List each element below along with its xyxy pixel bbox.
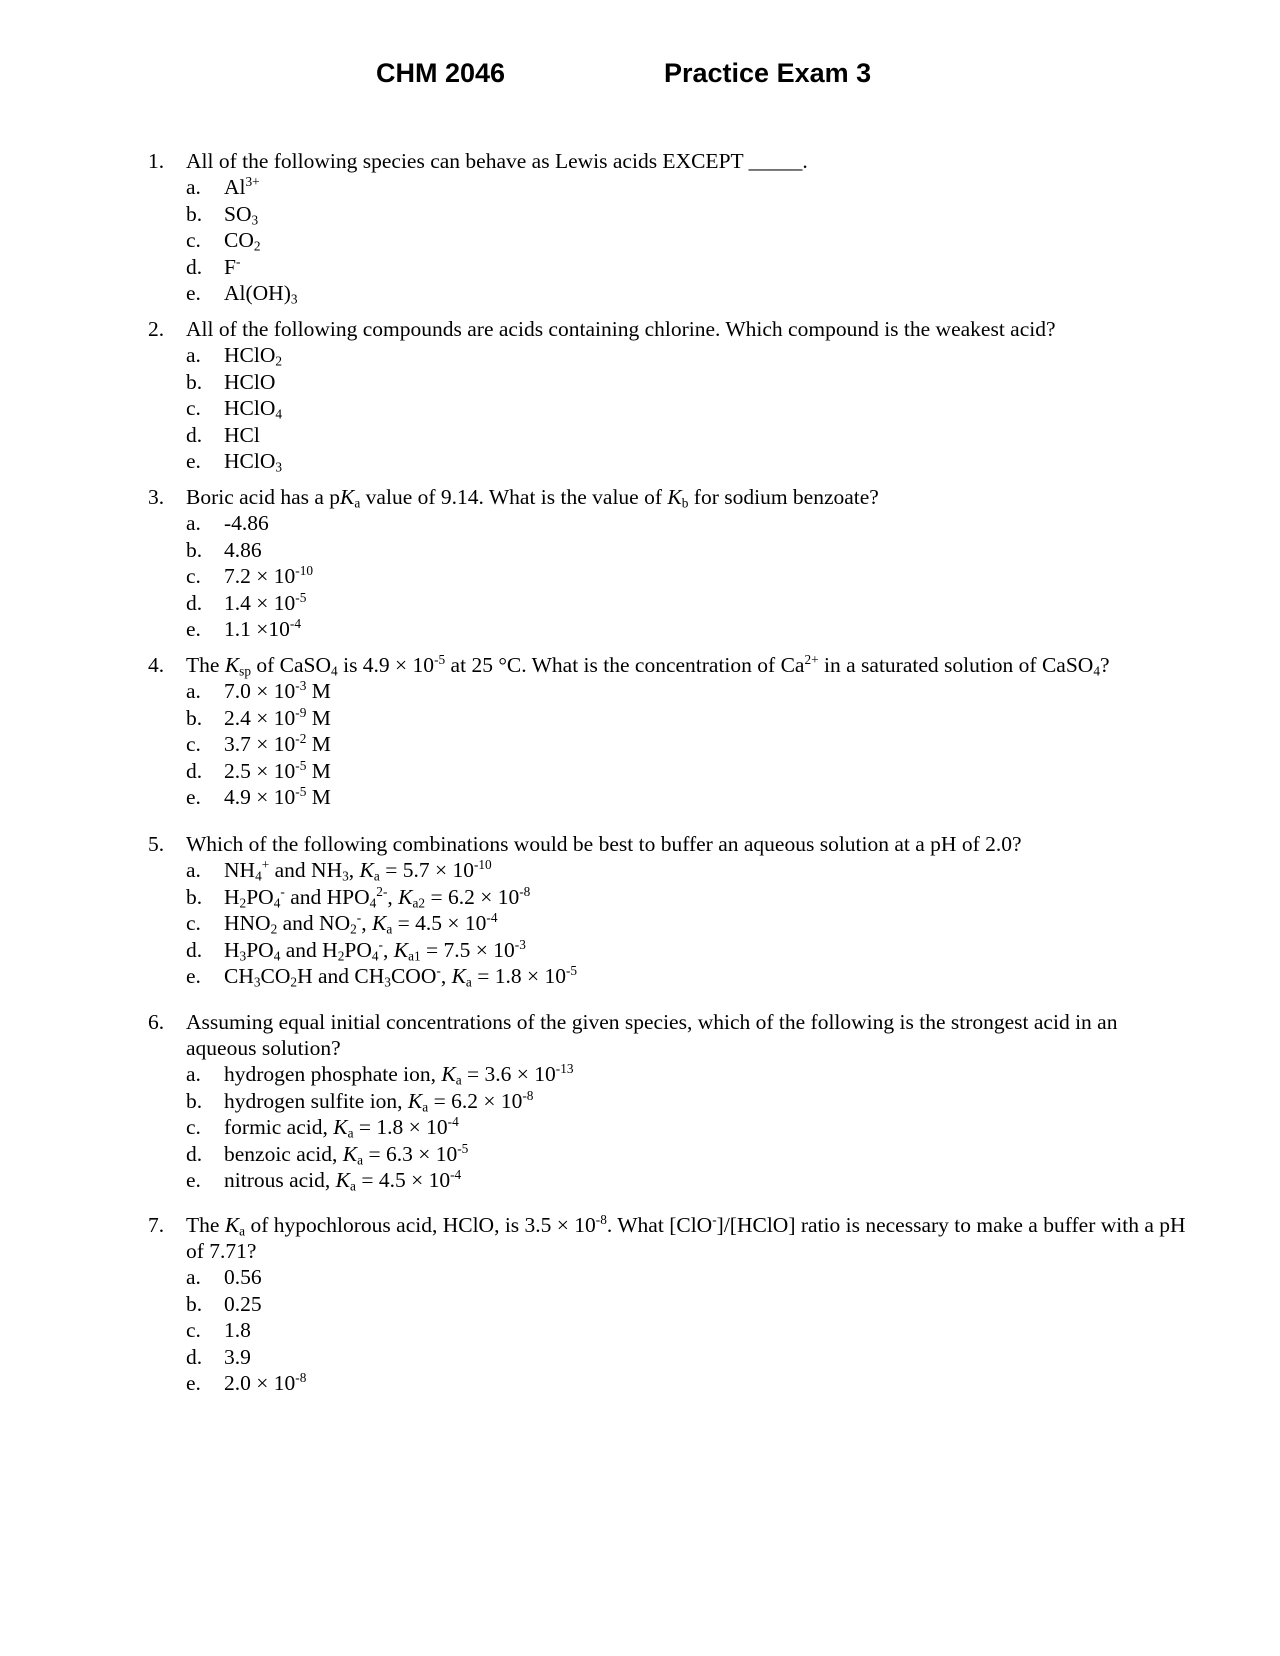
question-4 bbox=[148, 652, 1188, 811]
option-text: hydrogen phosphate ion, $K_a = 3.6 \times 10^{-13}$ bbox=[224, 1061, 574, 1088]
answer-option bbox=[186, 1370, 1188, 1397]
option-letter: e. bbox=[186, 964, 201, 989]
answer-option bbox=[186, 563, 1188, 590]
option-letter: b. bbox=[186, 1088, 203, 1113]
option-letter: e. bbox=[186, 449, 201, 474]
option-letter: b. bbox=[186, 705, 203, 730]
option-letter: d. bbox=[186, 590, 203, 615]
option-text: 0.56 bbox=[224, 1265, 262, 1289]
option-letter: e. bbox=[186, 1168, 201, 1193]
option-text: $Al(OH)_3$ bbox=[224, 281, 298, 307]
answer-option bbox=[186, 937, 1188, 964]
option-text: HCl bbox=[224, 422, 260, 447]
answer-option bbox=[186, 1088, 1188, 1115]
question-number: 6. bbox=[148, 1010, 165, 1034]
question-stem bbox=[148, 1212, 1188, 1264]
option-letter: b. bbox=[186, 201, 203, 226]
option-text: $7.2 \times 10^{-10}$ bbox=[224, 563, 314, 589]
question-stem bbox=[148, 1009, 1188, 1061]
answer-option bbox=[186, 884, 1188, 911]
option-text: benzoic acid, $K_a = 6.3 \times 10^{-5}$ bbox=[224, 1140, 469, 1168]
question-number: 1. bbox=[148, 149, 165, 173]
option-letter: c. bbox=[186, 1115, 201, 1140]
option-text: $2.0 \times 10^{-8}$ bbox=[224, 1370, 307, 1396]
question-number: 5. bbox=[148, 832, 165, 856]
question-stem bbox=[148, 148, 1188, 174]
option-letter: c. bbox=[186, 911, 201, 936]
question-stem bbox=[148, 652, 1188, 678]
answer-option bbox=[186, 1167, 1188, 1194]
answer-option bbox=[186, 448, 1188, 475]
answer-option bbox=[186, 280, 1188, 307]
answer-option bbox=[186, 510, 1188, 537]
option-text: $1.4 \times 10^{-5}$ bbox=[224, 589, 307, 615]
question-text: Which of the following combinations would be best to buffer an aqueous solution at a pH of 2.0? bbox=[186, 832, 1022, 856]
question-1 bbox=[148, 148, 1188, 307]
answer-option bbox=[186, 963, 1188, 990]
answer-option bbox=[186, 174, 1188, 201]
option-text: HClO$_2$ bbox=[224, 343, 283, 369]
question-text: All of the following compounds are acids containing chlorine. Which compound is the weakest acid? bbox=[186, 317, 1056, 341]
option-text: formic acid, $K_a = 1.8 \times 10^{-4}$ bbox=[224, 1114, 459, 1141]
question-text: The $K_a$ of hypochlorous acid, HClO, is $3.5 \times 10^{-8}$. What [ClO-]/[HClO] ratio is necessary to make a buffer with a pH of 7.71? bbox=[186, 1212, 1186, 1263]
option-text: 0.25 bbox=[224, 1291, 262, 1316]
option-text: $CO_2$ bbox=[224, 228, 261, 254]
course-code: CHM 2046 bbox=[376, 58, 506, 88]
option-letter: a. bbox=[186, 343, 201, 367]
question-number: 4. bbox=[148, 653, 165, 677]
option-text: 3.9 bbox=[224, 1344, 251, 1369]
option-text: $CH_3CO_2H$ and $CH_3COO^-$, $K_a = 1.8 \times 10^{-5}$ bbox=[224, 963, 578, 990]
option-letter: c. bbox=[186, 228, 201, 253]
option-letter: a. bbox=[186, 1265, 201, 1289]
option-text: $3.7 \times 10^{-2}$ M bbox=[224, 731, 331, 757]
question-text: Boric acid has a $pK_a$ value of 9.14. What is the value of $K_b$ for sodium benzoate? bbox=[186, 485, 879, 511]
question-2 bbox=[148, 316, 1188, 475]
answer-option bbox=[186, 1141, 1188, 1168]
answer-option bbox=[186, 201, 1188, 228]
option-text: HClO$_4$ bbox=[224, 396, 283, 422]
exam-title: Practice Exam 3 bbox=[664, 58, 872, 88]
answer-option bbox=[186, 537, 1188, 564]
option-letter: c. bbox=[186, 732, 201, 757]
option-text: 4.86 bbox=[224, 537, 262, 562]
option-text: $1.1 \times 10^{-4}$ bbox=[224, 616, 301, 642]
answer-option bbox=[186, 227, 1188, 254]
option-letter: c. bbox=[186, 396, 201, 421]
answer-option bbox=[186, 1061, 1188, 1088]
option-letter: e. bbox=[186, 1371, 201, 1396]
option-letter: d. bbox=[186, 422, 203, 447]
answer-option bbox=[186, 254, 1188, 281]
question-6 bbox=[148, 1009, 1188, 1194]
page-header bbox=[0, 56, 1280, 96]
option-text: $Al^{3+}$ bbox=[224, 174, 260, 199]
answer-option bbox=[186, 422, 1188, 449]
option-text: nitrous acid, $K_a = 4.5 \times 10^{-4}$ bbox=[224, 1167, 462, 1194]
option-letter: a. bbox=[186, 175, 201, 199]
option-text: $HNO_2$ and $NO_2^-$, $K_a = 4.5 \times 10^{-4}$ bbox=[224, 910, 498, 937]
answer-option bbox=[186, 616, 1188, 643]
option-letter: b. bbox=[186, 884, 203, 909]
option-letter: a. bbox=[186, 679, 201, 703]
option-letter: a. bbox=[186, 511, 201, 535]
option-letter: d. bbox=[186, 1141, 203, 1166]
option-text: $2.4 \times 10^{-9}$ M bbox=[224, 704, 331, 730]
question-text: The $K_{sp}$ of CaSO$_4$ is $4.9 \times 10^{-5}$ at 25 °C. What is the concentration of $Ca^{2+}$ in a saturated solution of CaSO$_4$? bbox=[186, 652, 1110, 679]
answer-option bbox=[186, 342, 1188, 369]
question-text: All of the following species can behave as Lewis acids EXCEPT _____. bbox=[186, 149, 808, 173]
option-text: $7.0 \times 10^{-3}$ M bbox=[224, 678, 331, 703]
question-text: Assuming equal initial concentrations of the given species, which of the following is the strongest acid in an aqueous solution? bbox=[186, 1010, 1118, 1060]
answer-option bbox=[186, 395, 1188, 422]
option-text: $H_3PO_4$ and $H_2PO_4^-$, $K_{a1} = 7.5 \times 10^{-3}$ bbox=[224, 936, 526, 964]
answer-option bbox=[186, 590, 1188, 617]
option-letter: d. bbox=[186, 937, 203, 962]
question-stem bbox=[148, 831, 1188, 857]
question-number: 2. bbox=[148, 317, 165, 341]
option-letter: b. bbox=[186, 537, 203, 562]
option-letter: d. bbox=[186, 254, 203, 279]
option-letter: e. bbox=[186, 281, 201, 306]
question-3 bbox=[148, 484, 1188, 643]
question-number: 3. bbox=[148, 485, 165, 509]
answer-option bbox=[186, 1344, 1188, 1371]
option-text: $H_2PO_4^-$ and $HPO_4^{2-}$, $K_{a2} = 6.2 \times 10^{-8}$ bbox=[224, 883, 531, 910]
answer-option bbox=[186, 758, 1188, 785]
option-text: HClO bbox=[224, 369, 276, 394]
option-letter: e. bbox=[186, 785, 201, 810]
question-5 bbox=[148, 831, 1188, 990]
answer-option bbox=[186, 1114, 1188, 1141]
option-text: -4.86 bbox=[224, 511, 269, 535]
question-7 bbox=[148, 1212, 1188, 1397]
option-letter: b. bbox=[186, 1291, 203, 1316]
option-text: $NH_4^+$ and $NH_3$, $K_a = 5.7 \times 10^{-10}$ bbox=[224, 857, 492, 884]
option-letter: d. bbox=[186, 1344, 203, 1369]
answer-option bbox=[186, 678, 1188, 705]
answer-option bbox=[186, 857, 1188, 884]
option-letter: b. bbox=[186, 369, 203, 394]
option-text: $2.5 \times 10^{-5}$ M bbox=[224, 757, 331, 783]
answer-option bbox=[186, 369, 1188, 396]
option-letter: d. bbox=[186, 758, 203, 783]
option-text: HClO$_3$ bbox=[224, 449, 283, 475]
question-stem bbox=[148, 484, 1188, 510]
answer-option bbox=[186, 731, 1188, 758]
answer-option bbox=[186, 1291, 1188, 1318]
option-letter: e. bbox=[186, 617, 201, 642]
option-letter: a. bbox=[186, 858, 201, 882]
option-letter: c. bbox=[186, 1318, 201, 1343]
answer-option bbox=[186, 705, 1188, 732]
option-text: $4.9 \times 10^{-5}$ M bbox=[224, 784, 331, 810]
option-text: 1.8 bbox=[224, 1318, 251, 1343]
answer-option bbox=[186, 1264, 1188, 1291]
answer-option bbox=[186, 784, 1188, 811]
option-text: F- bbox=[224, 253, 241, 279]
option-text: $SO_3$ bbox=[224, 201, 259, 227]
question-stem bbox=[148, 316, 1188, 342]
option-letter: a. bbox=[186, 1062, 201, 1086]
option-text: hydrogen sulfite ion, $K_a = 6.2 \times 10^{-8}$ bbox=[224, 1087, 534, 1114]
option-letter: c. bbox=[186, 564, 201, 589]
answer-option bbox=[186, 910, 1188, 937]
question-number: 7. bbox=[148, 1213, 165, 1237]
answer-option bbox=[186, 1317, 1188, 1344]
